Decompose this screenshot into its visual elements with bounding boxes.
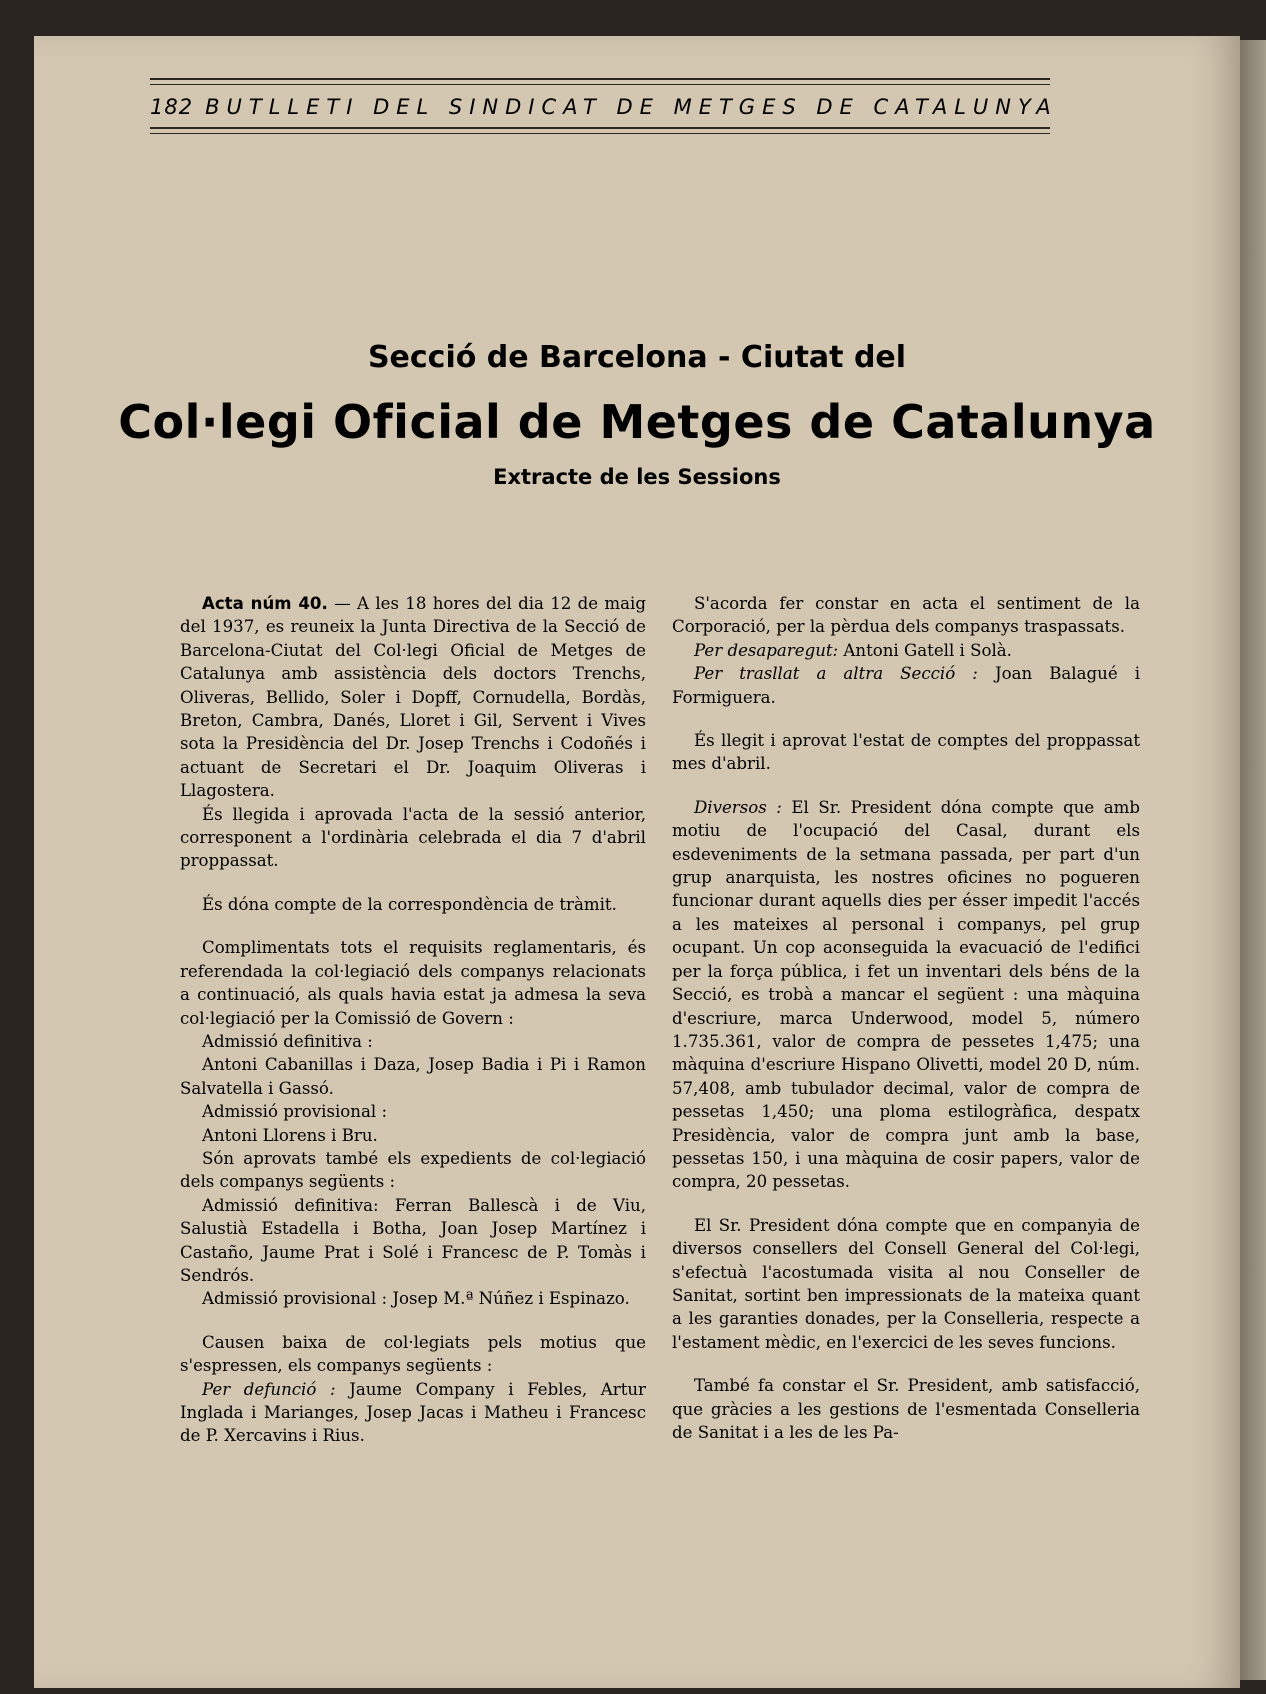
paragraph: Causen baixa de col·legiats pels motius que s'espressen, els companys següents : — [180, 1332, 646, 1376]
paragraph-text: Antoni Gatell i Solà. — [838, 640, 1012, 660]
left-column — [180, 592, 646, 1448]
title-section: Secció de Barcelona - Ciutat del — [367, 340, 907, 375]
label-italic: Diversos : — [694, 797, 782, 817]
page-number: 182 — [150, 95, 194, 119]
paragraph: És dóna compte de la correspondència de tràmit. — [202, 894, 617, 914]
paragraph: El Sr. President dóna compte que en companyia de diversos consellers del Consell General del Col·legi, s'efectuà l'acostumada visita al nou Conseller de Sanitat, sortint ben impressionats de la mateixa quant a les garanties donades, per la Conselleria, respecte a l'estament mèdic, en l'exercici de les seves funcions. — [672, 1215, 1140, 1352]
paragraph: Complimentats tots el requisits reglamentaris, és referendada la col·legiació dels companys relacionats a continuació, als quals havia estat ja admesa la seva col·legiació per la Comissió de Govern : — [180, 938, 646, 1028]
page-edge — [1238, 40, 1266, 1680]
title-subtitle: Extracte de les Sessions — [493, 465, 781, 489]
title-main: Col·legi Oficial de Metges de Catalunya — [118, 395, 1156, 449]
article-titles — [34, 340, 1240, 489]
paragraph-text: El Sr. President dóna compte que amb motiu de l'ocupació del Casal, durant els esdeveniments de la setmana passada, per part d'un grup anarquista, les nostres oficines no pogueren funcionar durant aquells dies per ésser impedit l'accés a les mateixes al personal i companys, pel grup ocupant. Un cop aconseguida la evacuació de l'edifici per la força pública, i fet un inventari dels béns de la Secció, es trobà a mancar el següent : una màquina d'escriure, marca Underwood, model 5, número 1.735.361, valor de compra de pessetes 1,475; una màquina d'escriure Hispano Olivetti, model 20 D, núm. 57,408, amb tubulador decimal, valor de compra de pessetas 1,450; una ploma estilogràfica, despatx Presidència, valor de compra junt amb la base, pessetas 150, i una màquina de cosir papers, valor de compra, 20 pessetas. — [672, 797, 1140, 1192]
paragraph: També fa constar el Sr. President, amb satisfacció, que gràcies a les gestions de l'esmentada Conselleria de Sanitat i a les de les Pa- — [672, 1376, 1140, 1442]
paragraph: Antoni Cabanillas i Daza, Josep Badia i Pi i Ramon Salvatella i Gassó. — [180, 1055, 646, 1098]
paragraph: S'acorda fer constar en acta el sentiment de la Corporació, per la pèrdua dels companys traspassats. — [672, 594, 1140, 637]
paragraph — [672, 662, 1140, 709]
running-header — [150, 78, 1058, 134]
header-rule-bottom — [150, 127, 1050, 129]
header-text — [150, 85, 1058, 127]
paragraph — [672, 639, 1140, 662]
label-italic: Per defunció : — [202, 1379, 336, 1399]
paragraph: Admissió provisional : — [202, 1102, 388, 1122]
label-italic: Per trasllat a altra Secció : — [694, 664, 978, 684]
paragraph: És llegida i aprovada l'acta de la sessió anterior, corresponent a l'ordinària celebrada el dia 7 d'abril proppassat. — [180, 804, 646, 871]
right-column — [672, 592, 1140, 1444]
paragraph-text: — A les 18 hores del dia 12 de maig del 1937, es reuneix la Junta Directiva de la Secció de Barcelona-Ciutat del Col·legi Oficial de Metges de Catalunya amb assistència dels doctors Trenchs, Oliveras, Bellido, Soler i Dopff, Cornudella, Bordàs, Breton, Cambra, Danés, Lloret i Gil, Servent i Vives sota la Presidència del Dr. Josep Trenchs i Codoñés i actuant de Secretari el Dr. Joaquim Oliveras i Llagostera. — [180, 594, 646, 801]
header-rule-top — [150, 78, 1050, 80]
paragraph: És llegit i aprovat l'estat de comptes del proppassat mes d'abril. — [672, 731, 1140, 774]
paragraph — [672, 796, 1140, 1194]
paragraph: Admissió provisional : Josep M.ª Núñez i Espinazo. — [202, 1289, 630, 1309]
acta-heading: Acta núm 40. — [202, 594, 328, 613]
paragraph: Són aprovats també els expedients de col·legiació dels companys següents : — [180, 1148, 646, 1192]
header-rule-bottom-thin — [150, 133, 1050, 134]
paragraph: Admissió definitiva: Ferran Ballescà i de Viu, Salustià Estadella i Botha, Joan Josep Martínez i Castaño, Jaume Prat i Solé i Francesc de P. Tomàs i Sendrós. — [180, 1195, 646, 1285]
paragraph — [180, 1378, 646, 1448]
journal-title: BUTLLETI DEL SINDICAT DE METGES DE CATALUNYA — [205, 95, 1058, 119]
paragraph: Antoni Llorens i Bru. — [202, 1125, 378, 1145]
paragraph-text: Joan Balagué i Formiguera. — [672, 664, 1140, 707]
paragraph: Admissió definitiva : — [202, 1031, 373, 1051]
paragraph — [180, 592, 646, 803]
label-italic: Per desaparegut: — [694, 640, 839, 660]
paragraph-text: Jaume Company i Febles, Artur Inglada i Marianges, Josep Jacas i Matheu i Francesc de P. Xercavins i Rius. — [180, 1379, 646, 1446]
